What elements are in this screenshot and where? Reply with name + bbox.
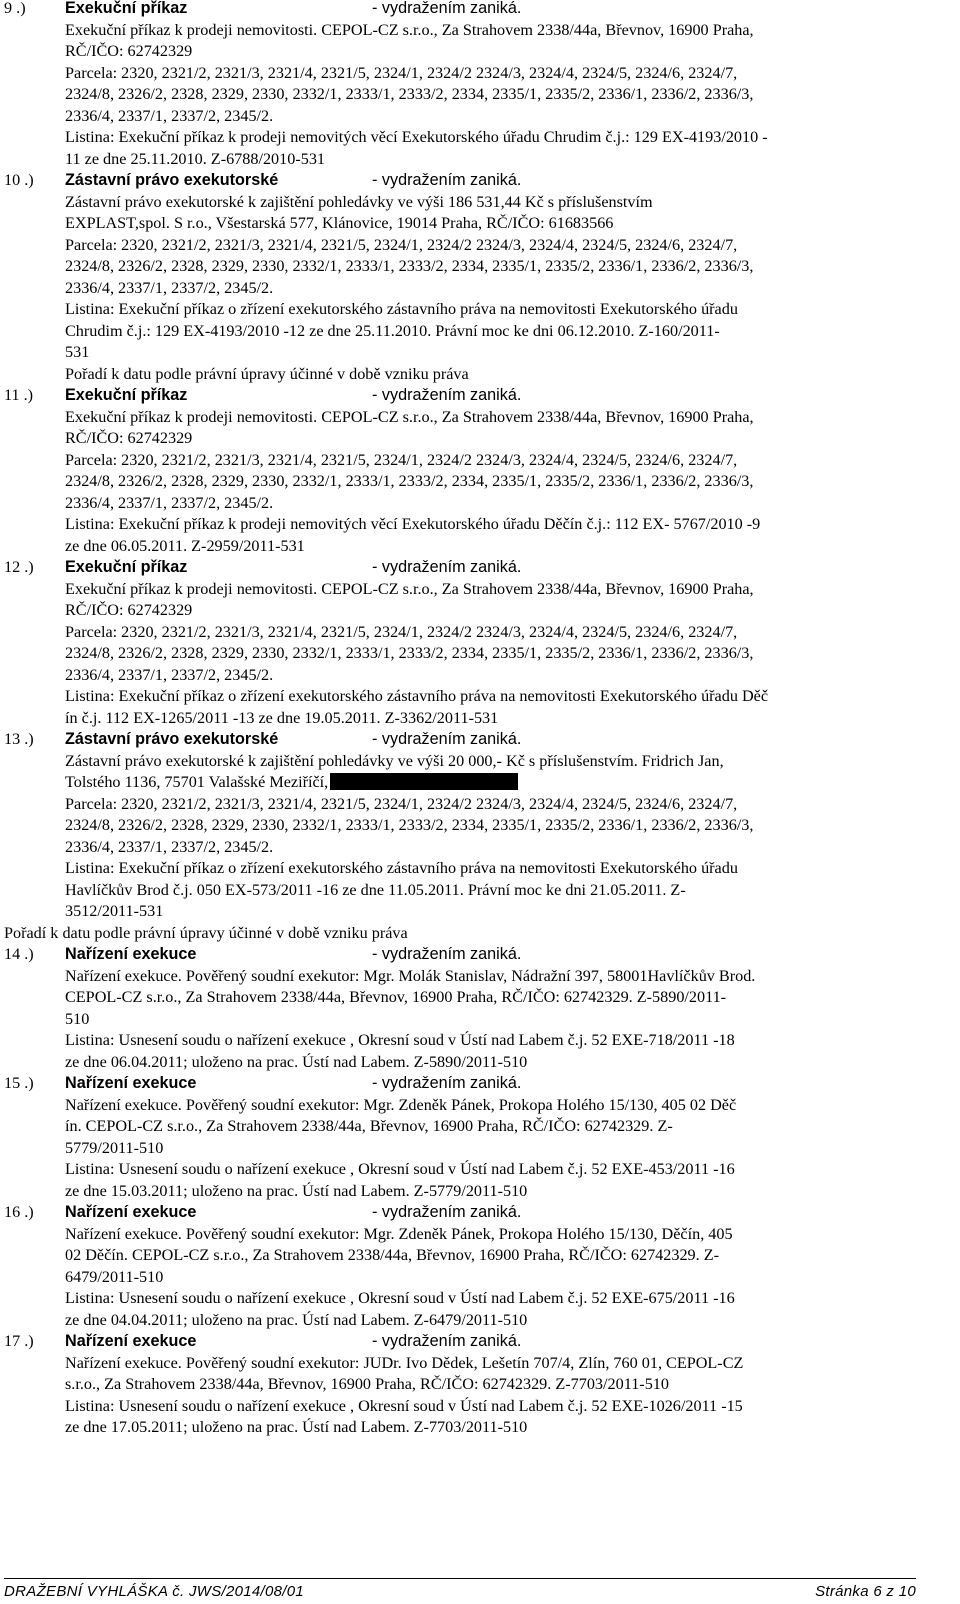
footer-document-id: DRAŽEBNÍ VYHLÁŠKA č. JWS/2014/08/01 — [4, 1583, 305, 1600]
entry-type: Exekuční příkaz — [65, 558, 188, 576]
redaction-bar — [330, 773, 518, 790]
entry-line: 2336/4, 2337/1, 2337/2, 2345/2. — [65, 278, 274, 297]
entry-line: 2324/8, 2326/2, 2328, 2329, 2330, 2332/1, 2333/1, 2333/2, 2334, 2335/1, 2335/2, 2336/1, 2336/2, 2336/3, — [65, 816, 754, 834]
entry-line: Listina: Exekuční příkaz k prodeji nemovitých věcí Exekutorského úřadu Děčín č.j.: 112 EX- 5767/2010 -9 — [65, 515, 761, 533]
entry-type: Nařízení exekuce — [65, 1332, 197, 1350]
entry-line: 2336/4, 2337/1, 2337/2, 2345/2. — [65, 493, 274, 512]
entry-line: Pořadí k datu podle právní úpravy účinné v době vzniku práva — [65, 364, 469, 383]
entry-type: Zástavní právo exekutorské — [65, 730, 279, 748]
entry-line: Zástavní právo exekutorské k zajištění pohledávky ve výši 20 000,- Kč s příslušenstvím. Fridrich Jan, — [65, 751, 724, 770]
entry-line: RČ/IČO: 62742329 — [65, 42, 193, 60]
entry-line: Listina: Exekuční příkaz k prodeji nemovitých věcí Exekutorského úřadu Chrudim č.j.: 129 EX-4193/2010 - — [65, 128, 768, 146]
entry-line: Listina: Usnesení soudu o nařízení exekuce , Okresní soud v Ústí nad Labem č.j. 52 EXE-675/2011 -16 — [65, 1289, 735, 1307]
entry-header — [0, 385, 960, 407]
entry-16 — [0, 1202, 960, 1331]
entry-status: - vydražením zaniká. — [372, 386, 522, 404]
entry-line: ín č.j. 112 EX-1265/2011 -13 ze dne 19.05.2011. Z-3362/2011-531 — [65, 708, 499, 727]
entry-line: Listina: Usnesení soudu o nařízení exekuce , Okresní soud v Ústí nad Labem č.j. 52 EXE-718/2011 -18 — [65, 1031, 735, 1049]
entry-line: ze dne 15.03.2011; uloženo na prac. Ústí nad Labem. Z-5779/2011-510 — [65, 1181, 528, 1200]
entry-line: 510 — [65, 1009, 90, 1028]
entry-header — [0, 557, 960, 579]
entry-header — [0, 1202, 960, 1224]
entry-type: Nařízení exekuce — [65, 1203, 197, 1221]
entry-10 — [0, 170, 960, 385]
entry-status: - vydražením zaniká. — [372, 0, 522, 17]
entry-line: Listina: Exekuční příkaz o zřízení exekutorského zástavního práva na nemovitosti Exekutorského úřadu — [65, 859, 738, 877]
entry-line: 2324/8, 2326/2, 2328, 2329, 2330, 2332/1, 2333/1, 2333/2, 2334, 2335/1, 2335/2, 2336/1, 2336/2, 2336/3, — [65, 472, 754, 490]
entry-line: Parcela: 2320, 2321/2, 2321/3, 2321/4, 2321/5, 2324/1, 2324/2 2324/3, 2324/4, 2324/5, 2324/6, 2324/7, — [65, 63, 738, 82]
entry-line: Nařízení exekuce. Pověřený soudní exekutor: Mgr. Molák Stanislav, Nádražní 397, 58001Havlíčkův Brod. — [65, 966, 756, 985]
entry-line: RČ/IČO: 62742329 — [65, 601, 193, 619]
entry-line: Parcela: 2320, 2321/2, 2321/3, 2321/4, 2321/5, 2324/1, 2324/2 2324/3, 2324/4, 2324/5, 2324/6, 2324/7, — [65, 235, 738, 254]
entry-line: 02 Děčín. CEPOL-CZ s.r.o., Za Strahovem 2338/44a, Břevnov, 16900 Praha, RČ/IČO: 62742329. Z- — [65, 1246, 720, 1264]
entry-header — [0, 729, 960, 751]
entry-number: 15 .) — [4, 1074, 34, 1092]
entry-number: 13 .) — [4, 730, 34, 748]
entry-line: Zástavní právo exekutorské k zajištění pohledávky ve výši 186 531,44 Kč s příslušenstvím — [65, 192, 653, 211]
entry-line: 2324/8, 2326/2, 2328, 2329, 2330, 2332/1, 2333/1, 2333/2, 2334, 2335/1, 2335/2, 2336/1, 2336/2, 2336/3, — [65, 257, 754, 275]
entry-line: s.r.o., Za Strahovem 2338/44a, Břevnov, 16900 Praha, RČ/IČO: 62742329. Z-7703/2011-510 — [65, 1375, 669, 1393]
entry-type: Exekuční příkaz — [65, 0, 188, 17]
entry-line: 6479/2011-510 — [65, 1267, 164, 1286]
entry-line: Listina: Usnesení soudu o nařízení exekuce , Okresní soud v Ústí nad Labem č.j. 52 EXE-1026/2011 -15 — [65, 1396, 743, 1415]
entry-line: ze dne 17.05.2011; uloženo na prac. Ústí nad Labem. Z-7703/2011-510 — [65, 1418, 528, 1436]
entry-line: 2324/8, 2326/2, 2328, 2329, 2330, 2332/1, 2333/1, 2333/2, 2334, 2335/1, 2335/2, 2336/1, 2336/2, 2336/3, — [65, 85, 754, 103]
entry-line: 2336/4, 2337/1, 2337/2, 2345/2. — [65, 837, 274, 856]
entry-14 — [0, 944, 960, 1073]
entry-line: ze dne 06.05.2011. Z-2959/2011-531 — [65, 536, 305, 555]
entry-line: 11 ze dne 25.11.2010. Z-6788/2010-531 — [65, 149, 326, 168]
entry-13 — [0, 729, 960, 944]
entry-line: Exekuční příkaz k prodeji nemovitosti. CEPOL-CZ s.r.o., Za Strahovem 2338/44a, Břevnov, 16900 Praha, — [65, 407, 754, 426]
entry-number: 17 .) — [4, 1332, 34, 1350]
entry-line: CEPOL-CZ s.r.o., Za Strahovem 2338/44a, Břevnov, 16900 Praha, RČ/IČO: 62742329. Z-5890/2011- — [65, 988, 727, 1006]
entry-line: EXPLAST,spol. S r.o., Všestarská 577, Klánovice, 19014 Praha, RČ/IČO: 61683566 — [65, 214, 614, 232]
entry-9 — [0, 0, 960, 170]
entry-line: 2336/4, 2337/1, 2337/2, 2345/2. — [65, 665, 274, 684]
entry-line: 2324/8, 2326/2, 2328, 2329, 2330, 2332/1, 2333/1, 2333/2, 2334, 2335/1, 2335/2, 2336/1, 2336/2, 2336/3, — [65, 644, 754, 662]
entry-type: Zástavní právo exekutorské — [65, 171, 279, 189]
entry-line: Nařízení exekuce. Pověřený soudní exekutor: JUDr. Ivo Dědek, Lešetín 707/4, Zlín, 760 01, CEPOL-CZ — [65, 1353, 744, 1372]
entry-line: ze dne 06.04.2011; uloženo na prac. Ústí nad Labem. Z-5890/2011-510 — [65, 1052, 528, 1071]
entry-type: Exekuční příkaz — [65, 386, 188, 404]
entry-type: Nařízení exekuce — [65, 1074, 197, 1092]
entry-line-text: Tolstého 1136, 75701 Valašské Meziříčí, — [65, 773, 329, 791]
entry-line: Pořadí k datu podle právní úpravy účinné v době vzniku práva — [4, 923, 408, 942]
entry-status: - vydražením zaniká. — [372, 558, 522, 576]
entry-line: Exekuční příkaz k prodeji nemovitosti. CEPOL-CZ s.r.o., Za Strahovem 2338/44a, Břevnov, 16900 Praha, — [65, 579, 754, 598]
entry-line: Chrudim č.j.: 129 EX-4193/2010 -12 ze dne 25.11.2010. Právní moc ke dni 06.12.2010. Z-160/2011- — [65, 321, 720, 340]
entry-11 — [0, 385, 960, 557]
entry-status: - vydražením zaniká. — [372, 1074, 522, 1092]
entry-line: Parcela: 2320, 2321/2, 2321/3, 2321/4, 2321/5, 2324/1, 2324/2 2324/3, 2324/4, 2324/5, 2324/6, 2324/7, — [65, 450, 738, 469]
entry-line: Parcela: 2320, 2321/2, 2321/3, 2321/4, 2321/5, 2324/1, 2324/2 2324/3, 2324/4, 2324/5, 2324/6, 2324/7, — [65, 622, 738, 641]
entry-header — [0, 1331, 960, 1353]
entry-line: 3512/2011-531 — [65, 902, 164, 920]
entry-status: - vydražením zaniká. — [372, 171, 522, 189]
entry-line: Listina: Usnesení soudu o nařízení exekuce , Okresní soud v Ústí nad Labem č.j. 52 EXE-453/2011 -16 — [65, 1160, 735, 1178]
entry-line: Nařízení exekuce. Pověřený soudní exekutor: Mgr. Zdeněk Pánek, Prokopa Holého 15/130, 405 02 Děč — [65, 1095, 737, 1114]
entry-line: ze dne 04.04.2011; uloženo na prac. Ústí nad Labem. Z-6479/2011-510 — [65, 1310, 528, 1329]
entry-number: 10 .) — [4, 171, 34, 189]
entry-12 — [0, 557, 960, 729]
entry-line: 531 — [65, 343, 90, 361]
entry-line: Listina: Exekuční příkaz o zřízení exekutorského zástavního práva na nemovitosti Exekutorského úřadu — [65, 300, 738, 318]
footer-page-number: Stránka 6 z 10 — [815, 1583, 916, 1600]
entry-status: - vydražením zaniká. — [372, 1332, 522, 1350]
entry-line: 2336/4, 2337/1, 2337/2, 2345/2. — [65, 106, 274, 125]
entry-header — [0, 170, 960, 192]
entry-line — [0, 772, 913, 794]
entry-number: 12 .) — [4, 558, 34, 576]
entry-17 — [0, 1331, 960, 1439]
entry-header — [0, 944, 960, 966]
entry-line: Listina: Exekuční příkaz o zřízení exekutorského zástavního práva na nemovitosti Exekutorského úřadu Děč — [65, 687, 769, 705]
footer-divider — [4, 1578, 916, 1579]
entry-15 — [0, 1073, 960, 1202]
entry-line: 5779/2011-510 — [65, 1138, 164, 1157]
entry-number: 14 .) — [4, 945, 34, 963]
entry-number: 9 .) — [4, 0, 26, 17]
page-footer — [0, 1578, 960, 1604]
entry-line: Havlíčkův Brod č.j. 050 EX-573/2011 -16 ze dne 11.05.2011. Právní moc ke dni 21.05.2011. Z- — [65, 880, 686, 899]
entry-line: Exekuční příkaz k prodeji nemovitosti. CEPOL-CZ s.r.o., Za Strahovem 2338/44a, Břevnov, 16900 Praha, — [65, 20, 754, 39]
entry-status: - vydražením zaniká. — [372, 1203, 522, 1221]
entry-line: Parcela: 2320, 2321/2, 2321/3, 2321/4, 2321/5, 2324/1, 2324/2 2324/3, 2324/4, 2324/5, 2324/6, 2324/7, — [65, 794, 738, 813]
entry-status: - vydražením zaniká. — [372, 945, 522, 963]
entry-line: RČ/IČO: 62742329 — [65, 429, 193, 447]
entry-type: Nařízení exekuce — [65, 945, 197, 963]
entry-header — [0, 0, 960, 20]
entry-number: 16 .) — [4, 1203, 34, 1221]
entry-line: Nařízení exekuce. Pověřený soudní exekutor: Mgr. Zdeněk Pánek, Prokopa Holého 15/130, Děčín, 405 — [65, 1224, 733, 1243]
entry-line: ín. CEPOL-CZ s.r.o., Za Strahovem 2338/44a, Břevnov, 16900 Praha, RČ/IČO: 62742329. Z- — [65, 1117, 673, 1135]
entry-number: 11 .) — [4, 386, 34, 404]
entry-header — [0, 1073, 960, 1095]
entry-status: - vydražením zaniká. — [372, 730, 522, 748]
